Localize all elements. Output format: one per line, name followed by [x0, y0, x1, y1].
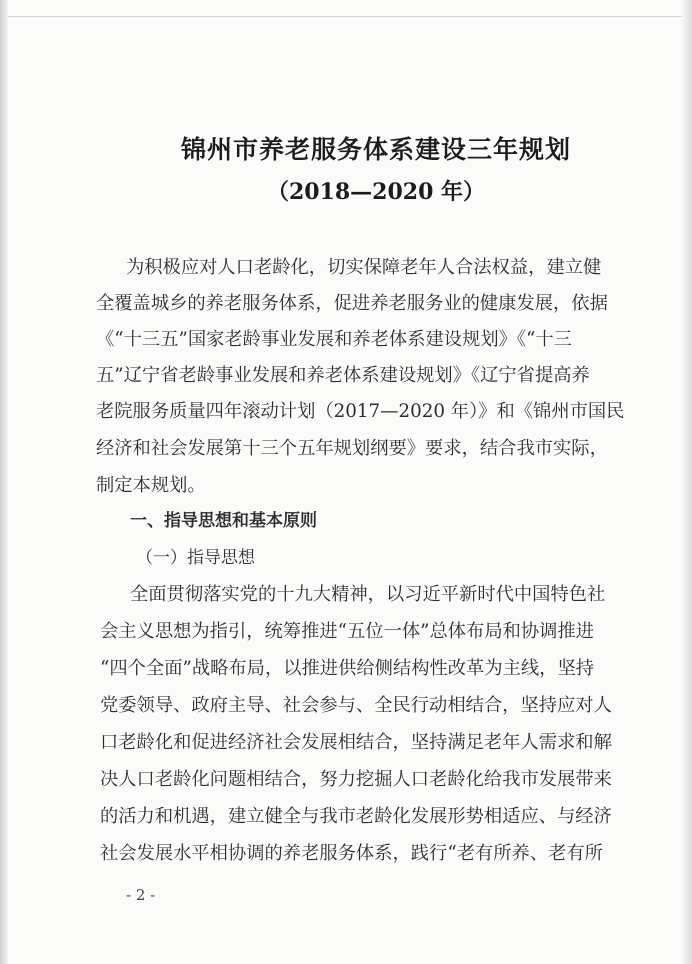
- body-line: 会主义思想为指引，统筹推进“五位一体”总体布局和协调推进: [100, 621, 595, 642]
- section-heading: 一、指导思想和基本原则: [130, 511, 317, 531]
- document-title: 锦州市养老服务体系建设三年规划: [180, 135, 571, 164]
- body-line: 党委领导、政府主导、社会参与、全民行动相结合，坚持应对人: [100, 695, 612, 716]
- intro-line: 五”辽宁省老龄事业发展和养老体系建设规划》《辽宁省提高养: [96, 365, 590, 386]
- intro-line: 制定本规划。: [96, 475, 206, 496]
- intro-line: 老院服务质量四年滚动计划（2017—2020 年）》和《锦州市国民: [96, 401, 625, 422]
- document-page: [96, 0, 656, 964]
- body-line: 全面贯彻落实党的十九大精神，以习近平新时代中国特色社: [130, 584, 606, 605]
- intro-line: 《“十三五”国家老龄事业发展和养老体系建设规划》《“十三: [96, 329, 572, 350]
- intro-line: 全覆盖城乡的养老服务体系，促进养老服务业的健康发展，依据: [96, 293, 608, 314]
- page-number: - 2 -: [126, 886, 156, 904]
- intro-line: 为积极应对人口老龄化，切实保障老年人合法权益，建立健: [126, 257, 602, 278]
- body-line: 社会发展水平相协调的养老服务体系，践行“老有所养、老有所: [100, 843, 603, 864]
- scan-right-edge: [682, 0, 692, 964]
- body-line: 的活力和机遇，建立健全与我市老龄化发展形势相适应、与经济: [100, 806, 612, 827]
- subsection-heading: （一）指导思想: [136, 548, 255, 568]
- body-line: 决人口老龄化问题相结合，努力挖掘人口老龄化给我市发展带来: [100, 769, 612, 790]
- document-subtitle: （2018—2020 年）: [266, 179, 486, 205]
- body-line: “四个全面”战略布局，以推进供给侧结构性改革为主线，坚持: [100, 658, 595, 679]
- body-line: 口老龄化和促进经济社会发展相结合，坚持满足老年人需求和解: [100, 732, 612, 753]
- intro-line: 经济和社会发展第十三个五年规划纲要》要求，结合我市实际，: [96, 438, 608, 459]
- scan-left-edge: [0, 0, 8, 964]
